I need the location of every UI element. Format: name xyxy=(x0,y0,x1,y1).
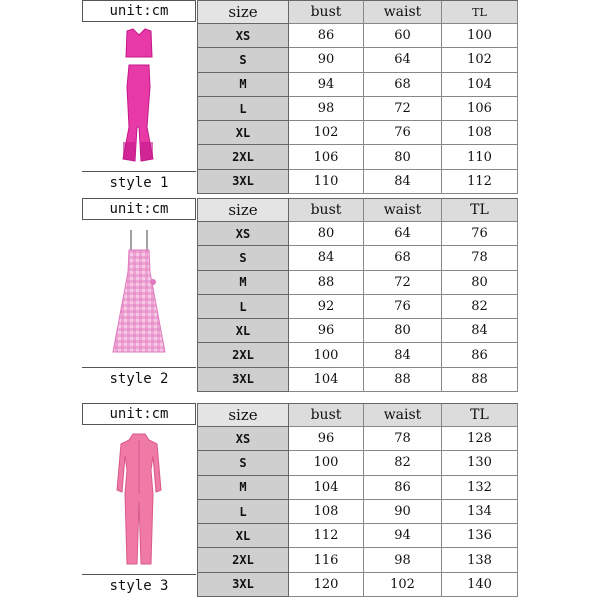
size-cell: XS xyxy=(197,222,289,246)
waist-cell: 72 xyxy=(364,97,442,121)
waist-header: waist xyxy=(364,0,442,24)
waist-cell: 88 xyxy=(364,368,442,392)
bust-cell: 104 xyxy=(289,368,364,392)
tl-header: TL xyxy=(442,198,518,222)
table-row xyxy=(289,573,518,597)
waist-cell: 76 xyxy=(364,121,442,145)
tl-cell: 82 xyxy=(442,295,518,319)
bust-header: bust xyxy=(289,0,364,24)
size-table-style-2 xyxy=(82,198,518,392)
table-row xyxy=(289,343,518,367)
table-row xyxy=(289,319,518,343)
jumpsuit-icon xyxy=(109,430,169,570)
bust-cell: 110 xyxy=(289,170,364,194)
size-table-style-3 xyxy=(82,403,518,599)
bust-cell: 100 xyxy=(289,451,364,475)
bust-cell: 108 xyxy=(289,500,364,524)
gingham-dress-icon xyxy=(109,226,169,362)
size-cell: 2XL xyxy=(197,548,289,572)
size-cell: L xyxy=(197,97,289,121)
unit-label: unit:cm xyxy=(82,0,196,22)
waist-cell: 72 xyxy=(364,271,442,295)
table-row xyxy=(289,271,518,295)
waist-header: waist xyxy=(364,403,442,427)
size-column xyxy=(197,0,289,194)
tl-cell: 138 xyxy=(442,548,518,572)
bust-cell: 84 xyxy=(289,246,364,270)
product-image-style-2 xyxy=(82,222,196,366)
tl-cell: 108 xyxy=(442,121,518,145)
tl-header: TL xyxy=(442,0,518,24)
waist-cell: 98 xyxy=(364,548,442,572)
table-row xyxy=(289,246,518,270)
tl-cell: 112 xyxy=(442,170,518,194)
waist-cell: 68 xyxy=(364,246,442,270)
bust-cell: 90 xyxy=(289,48,364,72)
waist-cell: 80 xyxy=(364,145,442,169)
bust-cell: 94 xyxy=(289,73,364,97)
tl-cell: 100 xyxy=(442,24,518,48)
size-cell: XL xyxy=(197,524,289,548)
measure-grid xyxy=(289,0,518,194)
size-cell: S xyxy=(197,451,289,475)
unit-label: unit:cm xyxy=(82,198,196,220)
size-cell: M xyxy=(197,476,289,500)
style-label: style 1 xyxy=(82,171,196,194)
size-cell: S xyxy=(197,48,289,72)
table-row xyxy=(289,97,518,121)
size-cell: M xyxy=(197,73,289,97)
unit-label: unit:cm xyxy=(82,403,196,425)
size-cell: S xyxy=(197,246,289,270)
tl-cell: 86 xyxy=(442,343,518,367)
table-row xyxy=(289,548,518,572)
size-cell: 3XL xyxy=(197,573,289,597)
tl-cell: 128 xyxy=(442,427,518,451)
tl-cell: 104 xyxy=(442,73,518,97)
waist-header: waist xyxy=(364,198,442,222)
table-row xyxy=(289,451,518,475)
table-row xyxy=(289,145,518,169)
bust-header: bust xyxy=(289,198,364,222)
bust-cell: 100 xyxy=(289,343,364,367)
size-header: size xyxy=(197,198,289,222)
bust-cell: 98 xyxy=(289,97,364,121)
bust-cell: 120 xyxy=(289,573,364,597)
style-label: style 3 xyxy=(82,574,196,597)
table-row xyxy=(289,24,518,48)
waist-cell: 78 xyxy=(364,427,442,451)
table-row xyxy=(289,73,518,97)
tl-cell: 102 xyxy=(442,48,518,72)
tl-cell: 110 xyxy=(442,145,518,169)
size-cell: XL xyxy=(197,319,289,343)
bust-cell: 96 xyxy=(289,427,364,451)
waist-cell: 82 xyxy=(364,451,442,475)
tl-cell: 136 xyxy=(442,524,518,548)
bust-cell: 92 xyxy=(289,295,364,319)
size-cell: XS xyxy=(197,427,289,451)
waist-cell: 90 xyxy=(364,500,442,524)
table-row xyxy=(289,524,518,548)
size-cell: XL xyxy=(197,121,289,145)
measure-grid xyxy=(289,403,518,597)
size-column xyxy=(197,198,289,392)
product-image-style-1 xyxy=(82,24,196,170)
waist-cell: 76 xyxy=(364,295,442,319)
bust-cell: 106 xyxy=(289,145,364,169)
waist-cell: 86 xyxy=(364,476,442,500)
size-column xyxy=(197,403,289,597)
size-cell: XS xyxy=(197,24,289,48)
tl-cell: 106 xyxy=(442,97,518,121)
size-header: size xyxy=(197,0,289,24)
bust-cell: 104 xyxy=(289,476,364,500)
style-label: style 2 xyxy=(82,367,196,390)
bust-cell: 86 xyxy=(289,24,364,48)
size-cell: L xyxy=(197,500,289,524)
bust-header: bust xyxy=(289,403,364,427)
bust-cell: 88 xyxy=(289,271,364,295)
size-cell: 3XL xyxy=(197,368,289,392)
tl-cell: 80 xyxy=(442,271,518,295)
size-header: size xyxy=(197,403,289,427)
table-row xyxy=(289,427,518,451)
size-table-style-1 xyxy=(82,0,518,196)
tl-cell: 140 xyxy=(442,573,518,597)
table-row xyxy=(289,500,518,524)
product-image-style-3 xyxy=(82,427,196,573)
size-cell: 2XL xyxy=(197,145,289,169)
waist-cell: 84 xyxy=(364,343,442,367)
waist-cell: 94 xyxy=(364,524,442,548)
waist-cell: 84 xyxy=(364,170,442,194)
waist-cell: 102 xyxy=(364,573,442,597)
waist-cell: 80 xyxy=(364,319,442,343)
waist-cell: 64 xyxy=(364,48,442,72)
top-and-flared-pants-icon xyxy=(109,27,169,167)
waist-cell: 64 xyxy=(364,222,442,246)
size-cell: 2XL xyxy=(197,343,289,367)
tl-cell: 132 xyxy=(442,476,518,500)
waist-cell: 60 xyxy=(364,24,442,48)
waist-cell: 68 xyxy=(364,73,442,97)
tl-cell: 84 xyxy=(442,319,518,343)
tl-cell: 130 xyxy=(442,451,518,475)
bust-cell: 112 xyxy=(289,524,364,548)
table-row xyxy=(289,121,518,145)
tl-cell: 88 xyxy=(442,368,518,392)
table-row xyxy=(289,222,518,246)
bust-cell: 102 xyxy=(289,121,364,145)
bust-cell: 96 xyxy=(289,319,364,343)
table-row xyxy=(289,48,518,72)
table-row xyxy=(289,368,518,392)
size-cell: 3XL xyxy=(197,170,289,194)
tl-cell: 78 xyxy=(442,246,518,270)
tl-cell: 134 xyxy=(442,500,518,524)
table-row xyxy=(289,170,518,194)
bust-cell: 80 xyxy=(289,222,364,246)
table-row xyxy=(289,476,518,500)
size-cell: L xyxy=(197,295,289,319)
bust-cell: 116 xyxy=(289,548,364,572)
measure-grid xyxy=(289,198,518,392)
size-cell: M xyxy=(197,271,289,295)
tl-cell: 76 xyxy=(442,222,518,246)
table-row xyxy=(289,295,518,319)
tl-header: TL xyxy=(442,403,518,427)
